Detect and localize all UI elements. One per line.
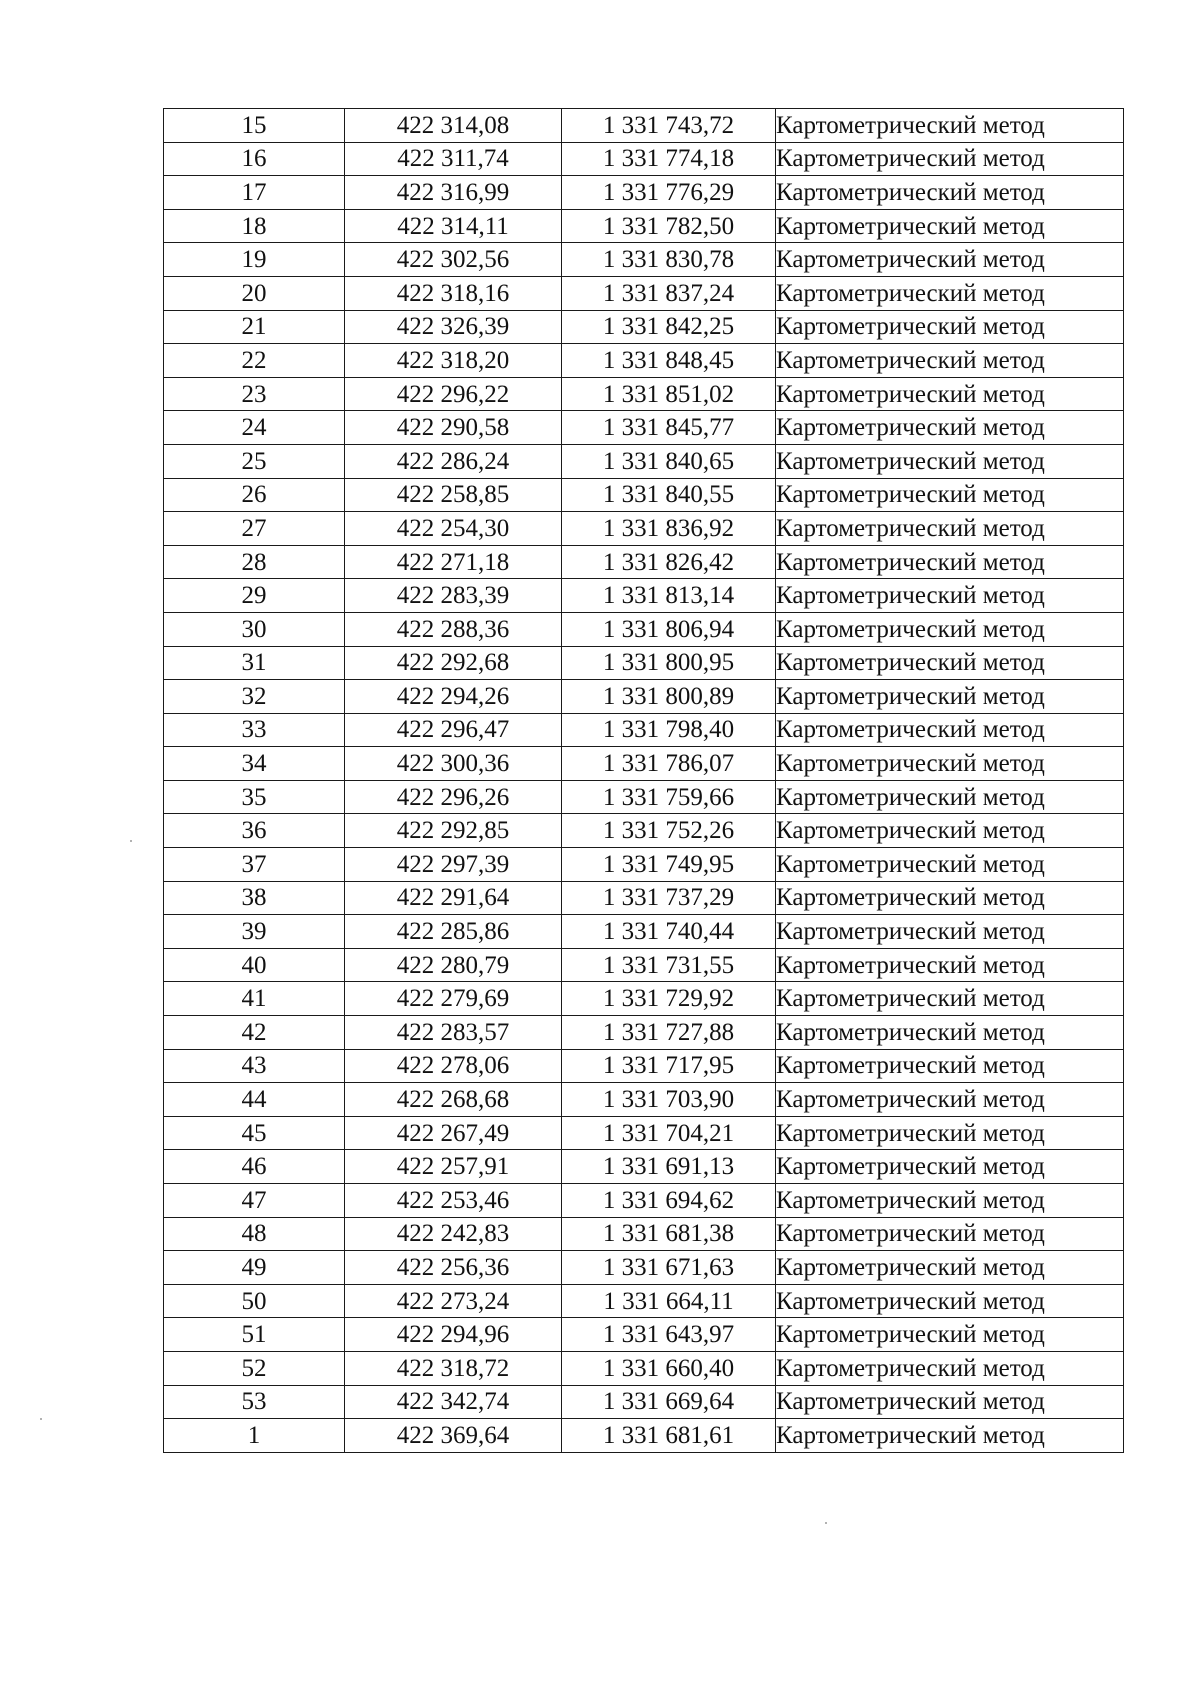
point-number-cell: 34: [164, 747, 345, 781]
point-number-cell: 25: [164, 444, 345, 478]
point-number-cell: 26: [164, 478, 345, 512]
y-coordinate-cell: 1 331 776,29: [562, 176, 776, 210]
y-coordinate-cell: 1 331 694,62: [562, 1184, 776, 1218]
method-cell: Картометрический метод: [776, 209, 1124, 243]
method-cell: Картометрический метод: [776, 1217, 1124, 1251]
point-number-cell: 21: [164, 310, 345, 344]
point-number-cell: 52: [164, 1351, 345, 1385]
point-number-cell: 46: [164, 1150, 345, 1184]
method-cell: Картометрический метод: [776, 1419, 1124, 1453]
x-coordinate-cell: 422 300,36: [345, 747, 562, 781]
method-cell: Картометрический метод: [776, 814, 1124, 848]
y-coordinate-cell: 1 331 691,13: [562, 1150, 776, 1184]
table-row: [164, 646, 1124, 680]
y-coordinate-cell: 1 331 786,07: [562, 747, 776, 781]
table-row: [164, 1251, 1124, 1285]
y-coordinate-cell: 1 331 840,55: [562, 478, 776, 512]
table-row: [164, 680, 1124, 714]
y-coordinate-cell: 1 331 806,94: [562, 612, 776, 646]
y-coordinate-cell: 1 331 703,90: [562, 1083, 776, 1117]
y-coordinate-cell: 1 331 671,63: [562, 1251, 776, 1285]
table-row: [164, 411, 1124, 445]
point-number-cell: 45: [164, 1116, 345, 1150]
x-coordinate-cell: 422 257,91: [345, 1150, 562, 1184]
point-number-cell: 1: [164, 1419, 345, 1453]
point-number-cell: 28: [164, 545, 345, 579]
y-coordinate-cell: 1 331 830,78: [562, 243, 776, 277]
x-coordinate-cell: 422 258,85: [345, 478, 562, 512]
method-cell: Картометрический метод: [776, 747, 1124, 781]
method-cell: Картометрический метод: [776, 411, 1124, 445]
point-number-cell: 17: [164, 176, 345, 210]
coordinates-table: [163, 108, 1124, 1453]
point-number-cell: 24: [164, 411, 345, 445]
y-coordinate-cell: 1 331 774,18: [562, 142, 776, 176]
x-coordinate-cell: 422 314,08: [345, 109, 562, 143]
y-coordinate-cell: 1 331 749,95: [562, 848, 776, 882]
x-coordinate-cell: 422 342,74: [345, 1385, 562, 1419]
x-coordinate-cell: 422 316,99: [345, 176, 562, 210]
table-row: [164, 142, 1124, 176]
table-row: [164, 713, 1124, 747]
y-coordinate-cell: 1 331 681,38: [562, 1217, 776, 1251]
x-coordinate-cell: 422 273,24: [345, 1284, 562, 1318]
table-row: [164, 377, 1124, 411]
x-coordinate-cell: 422 314,11: [345, 209, 562, 243]
table-row: [164, 948, 1124, 982]
table-row: [164, 1351, 1124, 1385]
table-row: [164, 915, 1124, 949]
table-row: [164, 1049, 1124, 1083]
table-row: [164, 209, 1124, 243]
x-coordinate-cell: 422 296,26: [345, 780, 562, 814]
y-coordinate-cell: 1 331 643,97: [562, 1318, 776, 1352]
point-number-cell: 27: [164, 512, 345, 546]
point-number-cell: 35: [164, 780, 345, 814]
x-coordinate-cell: 422 326,39: [345, 310, 562, 344]
method-cell: Картометрический метод: [776, 1184, 1124, 1218]
y-coordinate-cell: 1 331 800,95: [562, 646, 776, 680]
x-coordinate-cell: 422 302,56: [345, 243, 562, 277]
y-coordinate-cell: 1 331 813,14: [562, 579, 776, 613]
method-cell: Картометрический метод: [776, 646, 1124, 680]
table-row: [164, 848, 1124, 882]
y-coordinate-cell: 1 331 681,61: [562, 1419, 776, 1453]
x-coordinate-cell: 422 286,24: [345, 444, 562, 478]
coordinates-table-body: [164, 109, 1124, 1453]
table-row: [164, 1083, 1124, 1117]
point-number-cell: 18: [164, 209, 345, 243]
x-coordinate-cell: 422 268,68: [345, 1083, 562, 1117]
point-number-cell: 23: [164, 377, 345, 411]
point-number-cell: 37: [164, 848, 345, 882]
x-coordinate-cell: 422 280,79: [345, 948, 562, 982]
method-cell: Картометрический метод: [776, 1385, 1124, 1419]
table-row: [164, 881, 1124, 915]
table-row: [164, 982, 1124, 1016]
y-coordinate-cell: 1 331 759,66: [562, 780, 776, 814]
point-number-cell: 49: [164, 1251, 345, 1285]
table-row: [164, 747, 1124, 781]
y-coordinate-cell: 1 331 845,77: [562, 411, 776, 445]
method-cell: Картометрический метод: [776, 612, 1124, 646]
method-cell: Картометрический метод: [776, 512, 1124, 546]
x-coordinate-cell: 422 292,85: [345, 814, 562, 848]
y-coordinate-cell: 1 331 669,64: [562, 1385, 776, 1419]
method-cell: Картометрический метод: [776, 1116, 1124, 1150]
y-coordinate-cell: 1 331 752,26: [562, 814, 776, 848]
y-coordinate-cell: 1 331 660,40: [562, 1351, 776, 1385]
table-row: [164, 780, 1124, 814]
y-coordinate-cell: 1 331 727,88: [562, 1016, 776, 1050]
table-row: [164, 109, 1124, 143]
table-row: [164, 1016, 1124, 1050]
table-row: [164, 1385, 1124, 1419]
table-row: [164, 276, 1124, 310]
point-number-cell: 44: [164, 1083, 345, 1117]
y-coordinate-cell: 1 331 704,21: [562, 1116, 776, 1150]
method-cell: Картометрический метод: [776, 545, 1124, 579]
y-coordinate-cell: 1 331 729,92: [562, 982, 776, 1016]
y-coordinate-cell: 1 331 842,25: [562, 310, 776, 344]
table-row: [164, 1217, 1124, 1251]
method-cell: Картометрический метод: [776, 780, 1124, 814]
x-coordinate-cell: 422 278,06: [345, 1049, 562, 1083]
y-coordinate-cell: 1 331 664,11: [562, 1284, 776, 1318]
method-cell: Картометрический метод: [776, 848, 1124, 882]
x-coordinate-cell: 422 311,74: [345, 142, 562, 176]
x-coordinate-cell: 422 290,58: [345, 411, 562, 445]
table-row: [164, 444, 1124, 478]
point-number-cell: 36: [164, 814, 345, 848]
x-coordinate-cell: 422 291,64: [345, 881, 562, 915]
scan-speck: [825, 1522, 827, 1524]
method-cell: Картометрический метод: [776, 109, 1124, 143]
y-coordinate-cell: 1 331 840,65: [562, 444, 776, 478]
method-cell: Картометрический метод: [776, 713, 1124, 747]
table-row: [164, 1150, 1124, 1184]
method-cell: Картометрический метод: [776, 142, 1124, 176]
method-cell: Картометрический метод: [776, 881, 1124, 915]
y-coordinate-cell: 1 331 740,44: [562, 915, 776, 949]
point-number-cell: 30: [164, 612, 345, 646]
point-number-cell: 38: [164, 881, 345, 915]
point-number-cell: 16: [164, 142, 345, 176]
y-coordinate-cell: 1 331 798,40: [562, 713, 776, 747]
method-cell: Картометрический метод: [776, 915, 1124, 949]
table-row: [164, 1116, 1124, 1150]
method-cell: Картометрический метод: [776, 1318, 1124, 1352]
point-number-cell: 53: [164, 1385, 345, 1419]
table-row: [164, 814, 1124, 848]
y-coordinate-cell: 1 331 836,92: [562, 512, 776, 546]
method-cell: Картометрический метод: [776, 579, 1124, 613]
x-coordinate-cell: 422 294,26: [345, 680, 562, 714]
x-coordinate-cell: 422 296,47: [345, 713, 562, 747]
method-cell: Картометрический метод: [776, 478, 1124, 512]
table-row: [164, 579, 1124, 613]
y-coordinate-cell: 1 331 851,02: [562, 377, 776, 411]
x-coordinate-cell: 422 253,46: [345, 1184, 562, 1218]
table-row: [164, 545, 1124, 579]
method-cell: Картометрический метод: [776, 1083, 1124, 1117]
method-cell: Картометрический метод: [776, 1351, 1124, 1385]
point-number-cell: 41: [164, 982, 345, 1016]
table-row: [164, 243, 1124, 277]
method-cell: Картометрический метод: [776, 276, 1124, 310]
table-row: [164, 176, 1124, 210]
method-cell: Картометрический метод: [776, 176, 1124, 210]
method-cell: Картометрический метод: [776, 982, 1124, 1016]
method-cell: Картометрический метод: [776, 1284, 1124, 1318]
point-number-cell: 32: [164, 680, 345, 714]
point-number-cell: 48: [164, 1217, 345, 1251]
x-coordinate-cell: 422 283,57: [345, 1016, 562, 1050]
table-row: [164, 512, 1124, 546]
y-coordinate-cell: 1 331 837,24: [562, 276, 776, 310]
method-cell: Картометрический метод: [776, 243, 1124, 277]
point-number-cell: 51: [164, 1318, 345, 1352]
x-coordinate-cell: 422 285,86: [345, 915, 562, 949]
method-cell: Картометрический метод: [776, 1251, 1124, 1285]
x-coordinate-cell: 422 318,72: [345, 1351, 562, 1385]
method-cell: Картометрический метод: [776, 1150, 1124, 1184]
table-row: [164, 478, 1124, 512]
method-cell: Картометрический метод: [776, 1016, 1124, 1050]
x-coordinate-cell: 422 267,49: [345, 1116, 562, 1150]
x-coordinate-cell: 422 279,69: [345, 982, 562, 1016]
table-row: [164, 344, 1124, 378]
scan-speck: [40, 1418, 42, 1420]
point-number-cell: 47: [164, 1184, 345, 1218]
table-row: [164, 310, 1124, 344]
x-coordinate-cell: 422 297,39: [345, 848, 562, 882]
method-cell: Картометрический метод: [776, 948, 1124, 982]
y-coordinate-cell: 1 331 737,29: [562, 881, 776, 915]
table-row: [164, 1318, 1124, 1352]
method-cell: Картометрический метод: [776, 344, 1124, 378]
x-coordinate-cell: 422 294,96: [345, 1318, 562, 1352]
point-number-cell: 15: [164, 109, 345, 143]
x-coordinate-cell: 422 318,16: [345, 276, 562, 310]
point-number-cell: 39: [164, 915, 345, 949]
x-coordinate-cell: 422 283,39: [345, 579, 562, 613]
x-coordinate-cell: 422 296,22: [345, 377, 562, 411]
point-number-cell: 42: [164, 1016, 345, 1050]
y-coordinate-cell: 1 331 800,89: [562, 680, 776, 714]
method-cell: Картометрический метод: [776, 680, 1124, 714]
point-number-cell: 50: [164, 1284, 345, 1318]
method-cell: Картометрический метод: [776, 377, 1124, 411]
point-number-cell: 33: [164, 713, 345, 747]
method-cell: Картометрический метод: [776, 310, 1124, 344]
point-number-cell: 20: [164, 276, 345, 310]
y-coordinate-cell: 1 331 848,45: [562, 344, 776, 378]
table-row: [164, 1419, 1124, 1453]
scan-speck: [130, 840, 132, 842]
x-coordinate-cell: 422 256,36: [345, 1251, 562, 1285]
y-coordinate-cell: 1 331 782,50: [562, 209, 776, 243]
point-number-cell: 29: [164, 579, 345, 613]
method-cell: Картометрический метод: [776, 444, 1124, 478]
x-coordinate-cell: 422 292,68: [345, 646, 562, 680]
table-row: [164, 1284, 1124, 1318]
method-cell: Картометрический метод: [776, 1049, 1124, 1083]
y-coordinate-cell: 1 331 731,55: [562, 948, 776, 982]
y-coordinate-cell: 1 331 743,72: [562, 109, 776, 143]
y-coordinate-cell: 1 331 826,42: [562, 545, 776, 579]
x-coordinate-cell: 422 271,18: [345, 545, 562, 579]
x-coordinate-cell: 422 288,36: [345, 612, 562, 646]
point-number-cell: 40: [164, 948, 345, 982]
point-number-cell: 31: [164, 646, 345, 680]
table-row: [164, 612, 1124, 646]
x-coordinate-cell: 422 254,30: [345, 512, 562, 546]
x-coordinate-cell: 422 318,20: [345, 344, 562, 378]
point-number-cell: 43: [164, 1049, 345, 1083]
x-coordinate-cell: 422 369,64: [345, 1419, 562, 1453]
x-coordinate-cell: 422 242,83: [345, 1217, 562, 1251]
table-row: [164, 1184, 1124, 1218]
point-number-cell: 19: [164, 243, 345, 277]
y-coordinate-cell: 1 331 717,95: [562, 1049, 776, 1083]
point-number-cell: 22: [164, 344, 345, 378]
